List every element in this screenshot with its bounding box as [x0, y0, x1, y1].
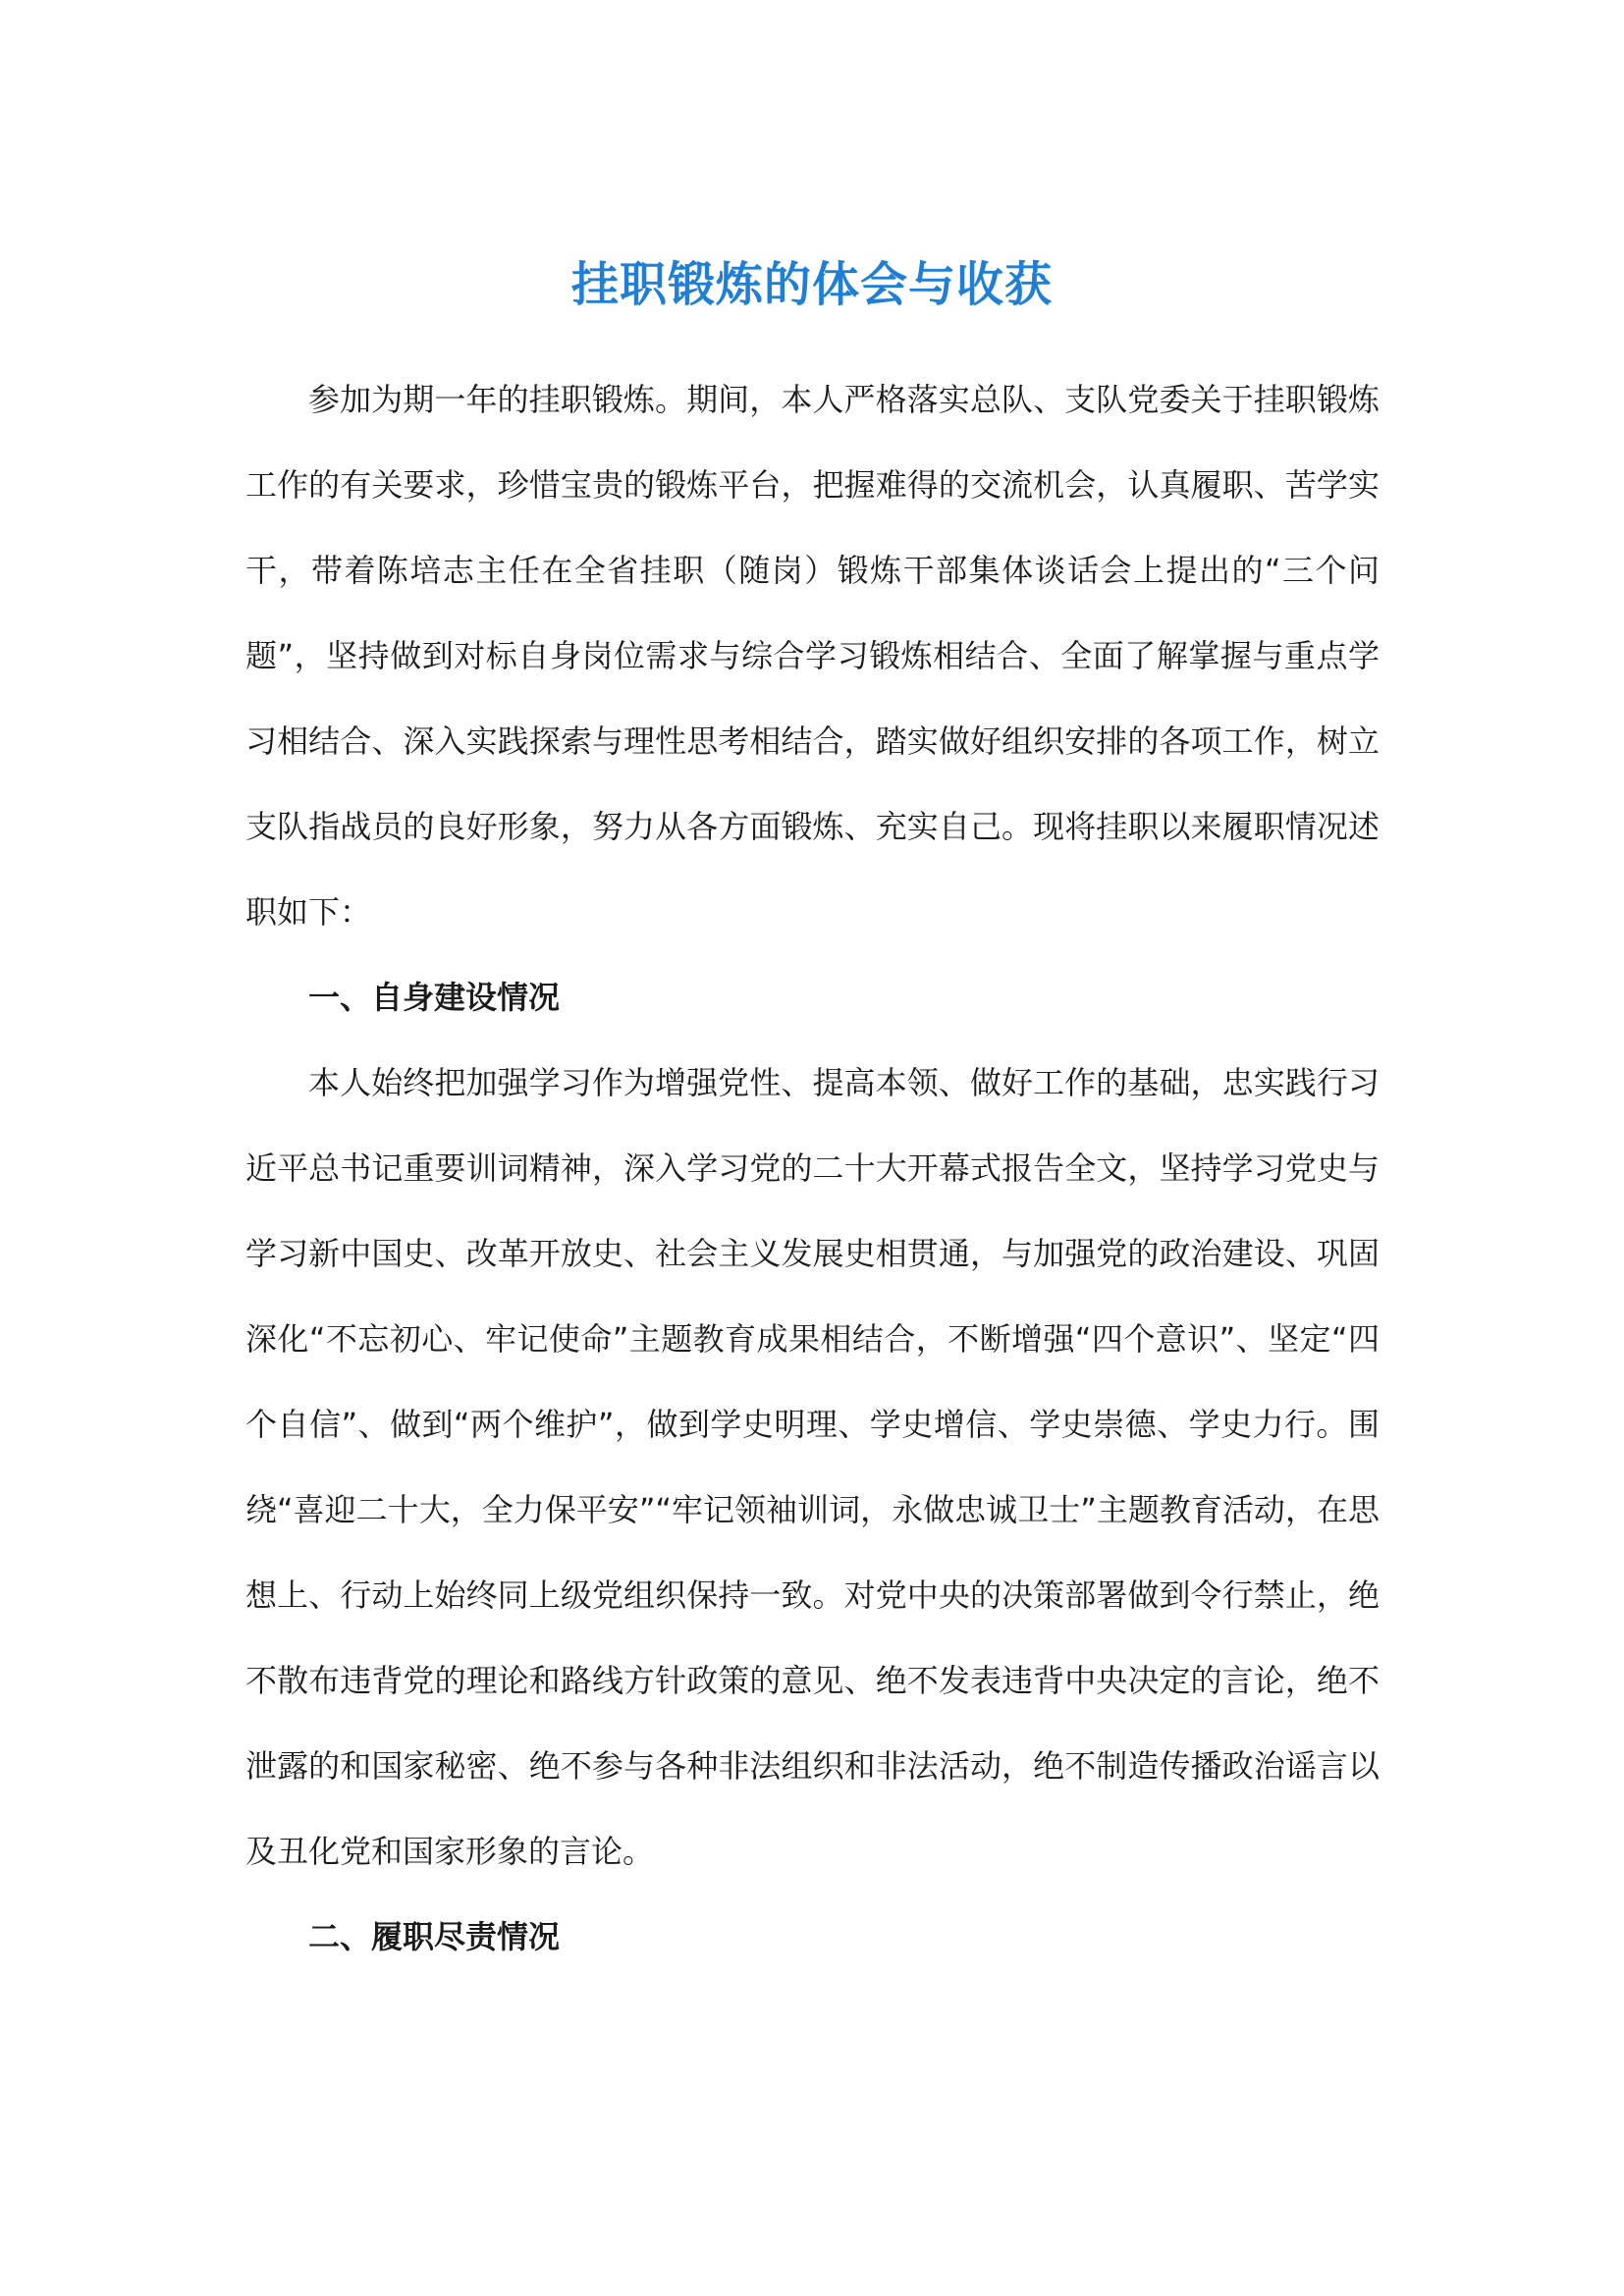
- document-title: 挂职锻炼的体会与收获: [570, 257, 1053, 312]
- section-heading-1: 一、自身建设情况: [308, 979, 561, 1016]
- section-heading-2: 二、履职尽责情况: [308, 1918, 561, 1955]
- document-body: [245, 357, 1380, 1980]
- intro-paragraph: 参加为期一年的挂职锻炼。期间，本人严格落实总队、支队党委关于挂职锻炼工作的有关要求，珍惜宝贵的锻炼平台，把握难得的交流机会，认真履职、苦学实干，带着陈培志主任在全省挂职（随岗）锻炼干部集体谈话会上提出的“三个问题”，坚持做到对标自身岗位需求与综合学习锻炼相结合、全面了解掌握与重点学习相结合、深入实践探索与理性思考相结合，踏实做好组织安排的各项工作，树立支队指战员的良好形象，努力从各方面锻炼、充实自己。现将挂职以来履职情况述职如下：: [245, 381, 1380, 931]
- section-1-paragraph: 本人始终把加强学习作为增强党性、提高本领、做好工作的基础，忠实践行习近平总书记重要训词精神，深入学习党的二十大开幕式报告全文，坚持学习党史与学习新中国史、改革开放史、社会主义发展史相贯通，与加强党的政治建设、巩固深化“不忘初心、牢记使命”主题教育成果相结合，不断增强“四个意识”、坚定“四个自信”、做到“两个维护”，做到学史明理、学史增信、学史崇德、学史力行。围绕“喜迎二十大，全力保平安”“牢记领袖训词，永做忠诚卫士”主题教育活动，在思想上、行动上始终同上级党组织保持一致。对党中央的决策部署做到令行禁止，绝不散布违背党的理论和路线方针政策的意见、绝不发表违背中央决定的言论，绝不泄露的和国家秘密、绝不参与各种非法组织和非法活动，绝不制造传播政治谣言以及丑化党和国家形象的言论。: [245, 1064, 1380, 1870]
